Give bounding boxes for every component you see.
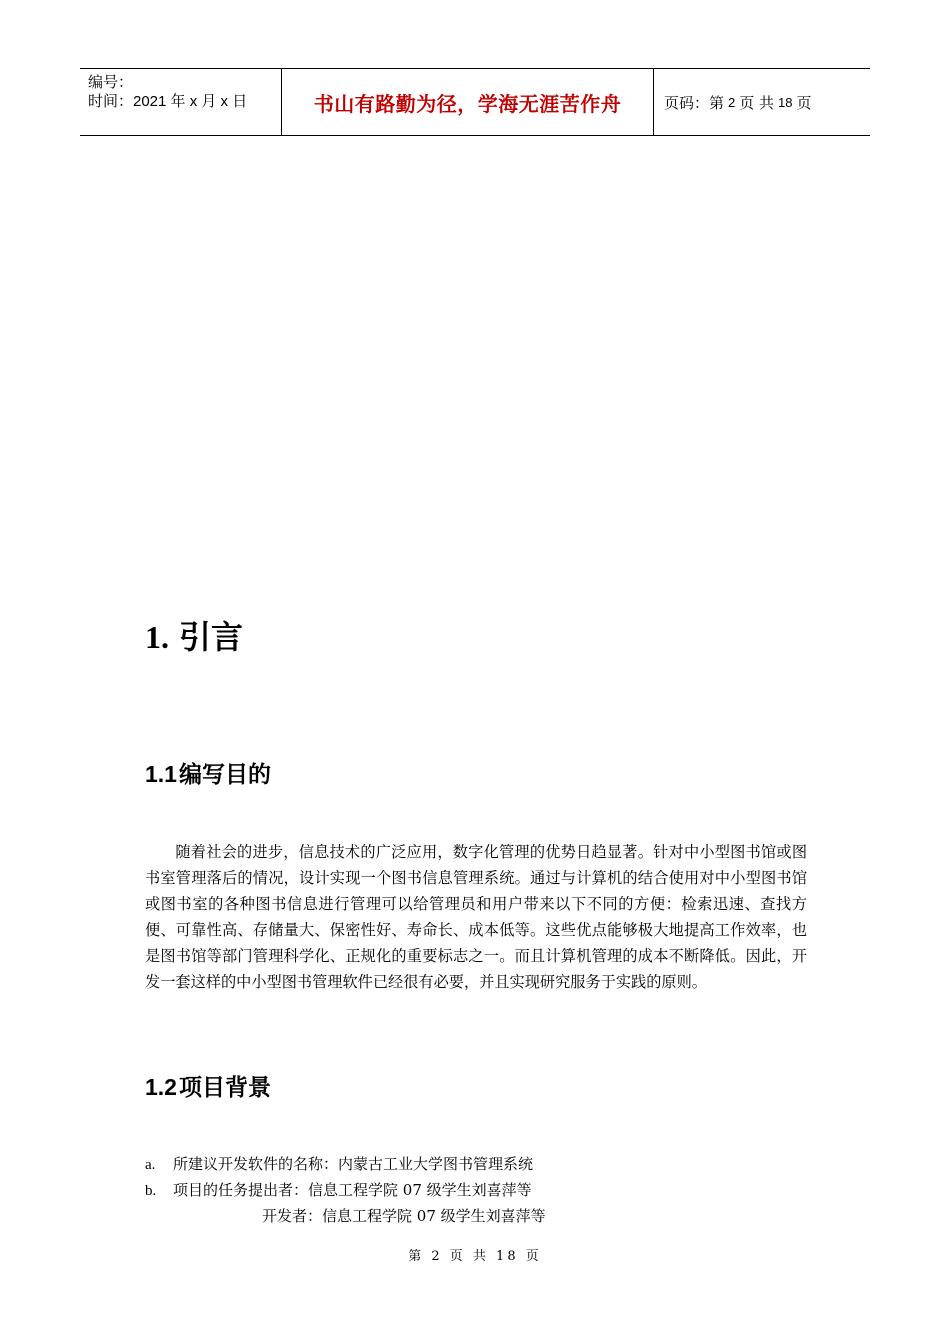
section-1-heading (145, 612, 243, 658)
purpose-paragraph: 随着社会的进步，信息技术的广泛应用，数字化管理的优势日趋显著。针对中小型图书馆或图书室管理落后的情况，设计实现一个图书信息管理系统。通过与计算机的结合使用对中小型图书馆或图书室的各种图书信息进行管理可以给管理员和用户带来以下不同的方便：检索迅速、查找方便、可靠性高、存储量大、保密性好、寿命长、成本低等。这些优点能够极大地提高工作效率，也是图书馆等部门管理科学化、正规化的重要标志之一。而且计算机管理的成本不断降低。因此，开发一套这样的中小型图书管理软件已经很有必要，并且实现研究服务于实践的原则。 (145, 843, 807, 991)
section-1-1-number: 1.1 (145, 761, 177, 787)
list-item-text: 所建议开发软件的名称：内蒙古工业大学图书管理系统 (173, 1155, 534, 1173)
list-item-label: b. (145, 1183, 157, 1199)
section-1-title: 引言 (179, 618, 244, 656)
section-1-2-number: 1.2 (145, 1074, 177, 1100)
list-item (145, 1179, 532, 1200)
header-page-cell (654, 69, 870, 135)
section-1-number: 1. (145, 619, 169, 655)
number-label: 编号： (88, 74, 134, 91)
section-1-1-title: 编写目的 (178, 762, 271, 788)
page-total: 18 (778, 94, 793, 110)
list-item-label: a. (145, 1157, 156, 1173)
page-number: 2 (728, 94, 736, 110)
developer-line: 开发者：信息工程学院 07 级学生刘喜萍等 (262, 1207, 546, 1225)
section-1-1-heading (145, 756, 271, 789)
page-footer: 第 2 页 共 18 页 (408, 1249, 542, 1264)
page-suffix: 页 (796, 93, 812, 112)
page-header (80, 68, 870, 136)
section-1-2-heading (145, 1069, 271, 1102)
page-prefix: 页码：第 (664, 93, 725, 112)
page-mid: 页 共 (739, 93, 775, 112)
list-item-text: 项目的任务提出者：信息工程学院 07 级学生刘喜萍等 (173, 1181, 532, 1199)
time-label: 时间：2021 年 x 月 x 日 (88, 93, 248, 110)
header-info-cell (80, 69, 282, 135)
header-motto-cell (282, 69, 654, 135)
motto: 书山有路勤为径，学海无涯苦作舟 (313, 91, 622, 116)
section-1-2-title: 项目背景 (178, 1075, 271, 1101)
list-item (145, 1153, 533, 1174)
